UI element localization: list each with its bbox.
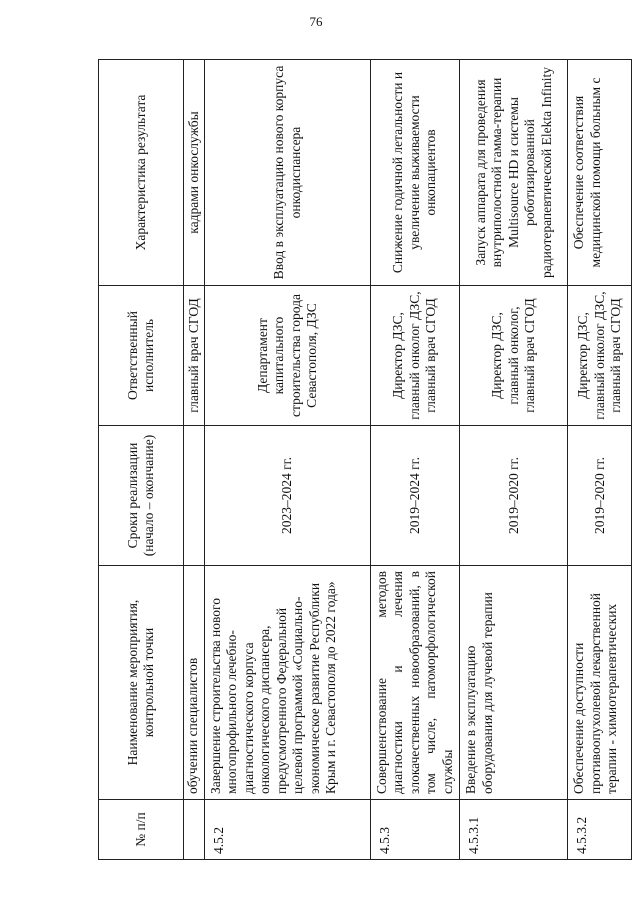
cell-name: Введение в эксплуатацию оборудования для лучевой терапии bbox=[460, 566, 568, 800]
cell-name: Обеспечение доступности противоопухолевой лекарственной терапии - химиотерапевтических bbox=[568, 566, 632, 800]
rotated-table-container bbox=[98, 60, 624, 860]
cell-num: 4.5.3.2 bbox=[568, 800, 632, 860]
cell-name: Завершение строительства нового многопрофильного лечебно-диагностического корпуса онкологического диспансера, предусмотренного Федеральной целевой программой «Социально-экономическое развитие Республики Крым и г. Севастополя до 2022 года» bbox=[205, 566, 371, 800]
cell-responsible: главный врач СГОД bbox=[184, 286, 205, 426]
cell-result: Ввод в эксплуатацию нового корпуса онкодиспансера bbox=[205, 60, 371, 286]
cell-term: 2019–2024 гг. bbox=[371, 426, 460, 566]
cell-result: Обеспечение соответствия медицинской помощи больным с bbox=[568, 60, 632, 286]
table-row bbox=[460, 60, 568, 860]
cell-result: Запуск аппарата для проведения внутриполостной гамма-терапии Multisource HD и системы роботизированной радиотерапевтической Elekta Infinity bbox=[460, 60, 568, 286]
cell-num: 4.5.2 bbox=[205, 800, 371, 860]
cell-term bbox=[184, 426, 205, 566]
page-number: 76 bbox=[309, 14, 323, 29]
cell-responsible: Директор ДЗС, главный онколог, главный врач СГОД bbox=[460, 286, 568, 426]
header-num: № п/п bbox=[99, 800, 184, 860]
cell-num: 4.5.3.1 bbox=[460, 800, 568, 860]
cell-responsible: Департамент капитального строительства города Севастополя, ДЗС bbox=[205, 286, 371, 426]
header-term: Сроки реализации (начало – окончание) bbox=[99, 426, 184, 566]
cell-name: Совершенствование методов диагностики и лечения злокачественных новообразований, в том числе, патоморфологической службы bbox=[371, 566, 460, 800]
cell-term: 2019–2020 гг. bbox=[460, 426, 568, 566]
table-row bbox=[371, 60, 460, 860]
cell-term: 2023–2024 гг. bbox=[205, 426, 371, 566]
cell-num bbox=[184, 800, 205, 860]
cell-num: 4.5.3 bbox=[371, 800, 460, 860]
cell-name: обучении специалистов bbox=[184, 566, 205, 800]
cell-result: кадрами онкослужбы bbox=[184, 60, 205, 286]
header-responsible: Ответственный исполнитель bbox=[99, 286, 184, 426]
table-row bbox=[184, 60, 205, 860]
table-row bbox=[205, 60, 371, 860]
table-header-row bbox=[99, 60, 184, 860]
cell-term: 2019–2020 гг. bbox=[568, 426, 632, 566]
cell-responsible: Директор ДЗС, главный онколог ДЗС, главный врач СГОД bbox=[568, 286, 632, 426]
header-result: Характеристика результата bbox=[99, 60, 184, 286]
header-name: Наименование мероприятия, контрольной точки bbox=[99, 566, 184, 800]
activities-table bbox=[98, 59, 632, 860]
cell-result: Снижение годичной летальности и увеличение выживаемости онкопациентов bbox=[371, 60, 460, 286]
table-row bbox=[568, 60, 632, 860]
cell-responsible: Директор ДЗС, главный онколог ДЗС, главный врач СГОД bbox=[371, 286, 460, 426]
